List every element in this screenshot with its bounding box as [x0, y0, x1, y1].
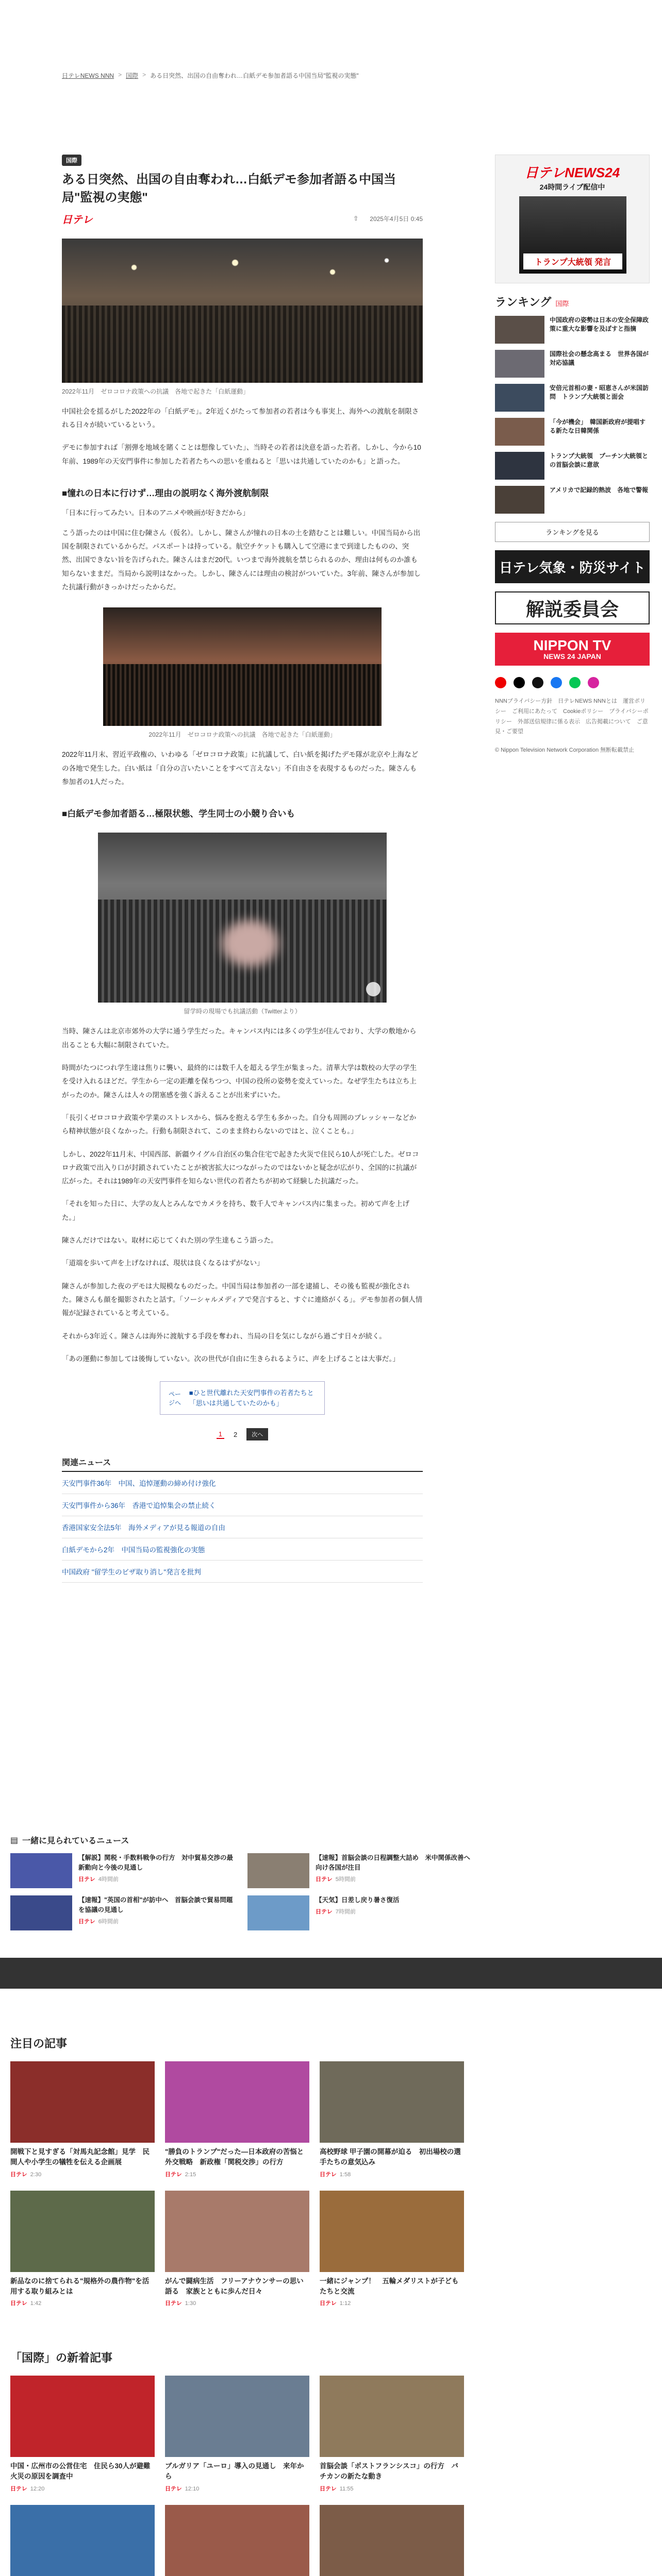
- ranking-thumbnail: [495, 316, 544, 344]
- ranking-item-title: 中国政府の姿勢は日本の安全保障政策に重大な影響を及ぼすと指摘: [550, 316, 649, 333]
- ranking-item-title: 「今が機会」 韓国新政府が提唱する新たな日韓関係: [550, 418, 646, 435]
- image-caption: 2022年11月 ゼロコロナ政策への抗議 各地で起きた「白紙運動」: [148, 731, 336, 739]
- article-image: [103, 607, 382, 726]
- timestamp: 2:30: [30, 2171, 42, 2178]
- timestamp: 4時間前: [98, 1876, 119, 1883]
- breadcrumb-category[interactable]: 国際: [126, 72, 139, 79]
- social-links: [495, 677, 650, 688]
- seen-thumbnail: [247, 1895, 309, 1930]
- timestamp: 6時間前: [98, 1918, 119, 1925]
- article-title: ある日突然、出国の自由奪われ…白紙デモ参加者語る中国当局"監視の実態": [62, 173, 396, 205]
- intl-card[interactable]: [320, 2505, 464, 2576]
- hero-image: [62, 239, 423, 383]
- intl-card[interactable]: [10, 2505, 155, 2576]
- category-badge[interactable]: 国際: [62, 155, 81, 166]
- source-label: 日テレ: [165, 2171, 182, 2178]
- card-title: ブルガリア「ユーロ」導入の見通し 来年から: [165, 2462, 304, 2481]
- breadcrumb-separator: >: [142, 71, 146, 78]
- sidebar-copyright: © Nippon Television Network Corporation 無断転載禁止: [495, 747, 635, 754]
- quote: 「あの運動に参加しては後悔していない。次の世代が自由に生きられるように、声を上げることは大事だ。」: [62, 1354, 400, 1363]
- ranking-item-title: アメリカで記録的熱波 各地で警報: [550, 486, 649, 494]
- card-thumbnail: [165, 2191, 309, 2272]
- ranking-more-button[interactable]: ランキングを見る: [495, 522, 650, 542]
- related-news-item[interactable]: 白紙デモから2年 中国当局の監視強化の実態: [62, 1538, 423, 1561]
- seen-item[interactable]: [10, 1853, 237, 1888]
- featured-card[interactable]: [320, 2061, 464, 2178]
- facebook-icon[interactable]: [551, 677, 562, 688]
- source-label: 日テレ: [78, 1876, 95, 1883]
- source-label: 日テレ: [10, 2171, 27, 2178]
- ranking-item[interactable]: [495, 350, 650, 378]
- card-title: 一緒にジャンプ！ 五輪メダリストが子どもたちと交流: [320, 2277, 459, 2295]
- source-label: 日テレ: [165, 2300, 182, 2307]
- seen-heading: 一緒に見られているニュース: [22, 1837, 129, 1845]
- source-label: 日テレ: [10, 2300, 27, 2307]
- section-heading: ■白紙デモ参加者語る…極限状態、学生同士の小競り合いも: [62, 809, 295, 819]
- seen-item-title: 【速報】"英国の首相"が訪中へ 首脳会談で貿易問題を協議の見通し: [78, 1896, 233, 1913]
- ranking-item-title: トランプ大統領 プーチン大統領との首脳会談に意欲: [550, 452, 649, 469]
- timestamp: 1:42: [30, 2300, 42, 2307]
- article-meta: [62, 211, 423, 226]
- seen-thumbnail: [247, 1853, 309, 1888]
- intl-card[interactable]: [165, 2376, 309, 2493]
- intl-card[interactable]: [10, 2376, 158, 2493]
- source-label: 日テレ: [320, 2171, 337, 2178]
- ranking-title: ランキング: [495, 296, 552, 309]
- tiktok-icon[interactable]: [532, 677, 543, 688]
- ranking-thumbnail: [495, 350, 544, 378]
- news24-banner-main: NIPPON TV: [533, 637, 611, 653]
- card-title: がんで闘病生活 フリーアナウンサーの思い語る 家族とともに歩んだ日々: [165, 2277, 304, 2295]
- hero-caption: 2022年11月 ゼロコロナ政策への抗議 各地で起きた「白紙運動」: [62, 387, 250, 395]
- sidebar: [495, 155, 650, 756]
- ranking-item-title: 国際社会の懸念高まる 世界各国が対応協議: [550, 350, 649, 367]
- ranking-thumbnail: [495, 452, 544, 480]
- related-news-item[interactable]: 香港国家安全法5年 海外メディアが見る報道の自由: [62, 1516, 423, 1538]
- breadcrumb-home[interactable]: 日テレNEWS NNN: [62, 72, 114, 79]
- image-caption: 留学時の現場でも抗議活動（Twitterより）: [184, 1008, 301, 1015]
- card-title: 開戦下と見すぎる「対馬丸記念館」見学 民間人や小学生の犠牲を伝える企画展: [10, 2148, 150, 2166]
- card-thumbnail: [10, 2061, 155, 2143]
- paragraph: デモに参加すれば「割弾を地域を賭くことは想像していた」、当時その若者は決意を語った若者。しかし、今から10年前、1989年の天安門事件に参加した若者たちへの思いを重ねると「思いは共通していたのかも」と語った。: [62, 444, 421, 465]
- timestamp: 12:10: [185, 2485, 200, 2492]
- instagram-icon[interactable]: [588, 677, 599, 688]
- sidebar-links[interactable]: NNNプライバシー方針 日テレNEWS NNNとは 運営ポリシー ご利用にあたって Cookieポリシー プライバシーポリシー 外部送信規律に係る表示 広告掲載について ご意見・ご要望: [495, 698, 649, 735]
- seen-item-title: 【天気】日差し戻り暑さ復活: [316, 1896, 400, 1904]
- seen-item-title: 【速報】首脳会談の日程調整大詰め 米中関係改善へ向け各国が注目: [316, 1854, 471, 1871]
- featured-card[interactable]: [10, 2191, 155, 2308]
- section-heading: ■憧れの日本に行けず…理由の説明なく海外渡航制限: [62, 488, 269, 498]
- live-subtitle: 24時間ライブ配信中: [539, 183, 605, 191]
- paragraph: こう語ったのは中国に住む陳さん（仮名）。しかし、陳さんが憧れの日本の土を踏むことは難しい。中国当局から出国を制限されているからだ。パスポートは持っている。航空チケットも購入して空港にまで到達したものの、突然、出国できない旨を告げられた。陳さんはまだ20代。いつまで海外渡航を禁じられるのか、理由は何ものか誰も知らないままだ。当局から説明はなかった。しかし、陳さんには理由の検討がついていた。3年前、陳さんが参加した抗議行動がきっかけだったからだ。: [62, 529, 421, 591]
- commentary-banner[interactable]: 解説委員会: [495, 591, 650, 624]
- breadcrumb-current: ある日突然、出国の自由奪われ…白紙デモ参加者語る中国当局"監視の実態": [150, 72, 359, 79]
- source-label: 日テレ: [320, 2300, 337, 2307]
- paragraph: 陳さんが参加した夜のデモは大規模なものだった。中国当局は参加者の一部を逮捕し、その後も監視が強化された。陳さんも顔を撮影されたと話す。「ソーシャルメディアで発言すると、すぐに連絡がくる」。デモ参加者の個人情報が記録されていると考えている。: [62, 1282, 423, 1317]
- related-news-heading: 関連ニュース: [62, 1456, 423, 1472]
- paragraph: しかし、2022年11月末、中国西部、新疆ウイグル自治区の集合住宅で起きた火災で住民ら10人が死亡した。ゼロコロナ政策で出入り口が封鎖されていたことが被害拡大につながったのではないかと疑念が広がり、全国的に抗議が広がった。それは1989年の天安門事件を知らない世代の若者たちが初めて経験した抗議だった。: [62, 1150, 419, 1185]
- quote: 「日本に行ってみたい。日本のアニメや映画が好きだから」: [62, 509, 250, 517]
- paragraph: それから3年近く。陳さんは海外に渡航する手段を奪われ、当局の目を気にしながら過ごす日々が続く。: [62, 1332, 386, 1340]
- featured-card[interactable]: [165, 2061, 309, 2178]
- related-news-item[interactable]: 天安門事件36年 中国、追悼運動の締め付け強化: [62, 1472, 423, 1494]
- timestamp: 12:20: [30, 2485, 45, 2492]
- next-page-text: ■ひと世代離れた天安門事件の若者たちと「思いは共通していたのかも」: [189, 1389, 314, 1407]
- card-thumbnail: [10, 2376, 155, 2457]
- paragraph: 陳さんだけではない。取材に応じてくれた別の学生達もこう語った。: [62, 1236, 278, 1245]
- card-thumbnail: [10, 2505, 155, 2576]
- seen-thumbnail: [10, 1853, 72, 1888]
- card-thumbnail: [320, 2191, 464, 2272]
- next-page-label: ページへ: [169, 1390, 181, 1406]
- ranking-thumbnail: [495, 418, 544, 446]
- seen-item[interactable]: [10, 1895, 237, 1930]
- timestamp: 5時間前: [335, 1876, 356, 1883]
- ranking-item[interactable]: [495, 418, 650, 446]
- card-title: 新品なのに捨てられる"規格外の農作物"を活用する取り組みとは: [10, 2277, 150, 2295]
- live-caption: トランプ大統領 発言: [523, 253, 622, 269]
- ad-overlay-bar: [0, 1958, 662, 1989]
- news24-banner[interactable]: [495, 633, 650, 666]
- card-title: "勝負のトランプ"だった―日本政府の苦悩と外交戦略 新政権「関税交渉」の行方: [165, 2148, 304, 2166]
- next-page-button[interactable]: 次へ: [246, 1428, 268, 1440]
- publish-date: 2025年4月5日 0:45: [370, 215, 423, 223]
- featured-section: [10, 2035, 474, 2307]
- intl-card[interactable]: [165, 2505, 309, 2576]
- card-thumbnail: [165, 2376, 309, 2457]
- featured-card[interactable]: [165, 2191, 309, 2308]
- timestamp: 1:30: [185, 2300, 196, 2307]
- card-title: 高校野球 甲子園の開幕が迫る 初出場校の選手たちの意気込み: [320, 2148, 461, 2166]
- card-thumbnail: [10, 2191, 155, 2272]
- ranking-item-title: 安倍元首相の妻・昭恵さんが米国訪問 トランプ大統領と面会: [550, 384, 649, 401]
- article-video-thumbnail[interactable]: [98, 833, 387, 1003]
- timestamp: 2:15: [185, 2171, 196, 2178]
- featured-card[interactable]: [320, 2191, 464, 2308]
- seen-item[interactable]: [247, 1853, 474, 1888]
- card-thumbnail: [165, 2061, 309, 2143]
- ranking-item[interactable]: [495, 486, 650, 514]
- live-logo: 日テレNEWS24: [524, 165, 620, 180]
- weather-banner[interactable]: 日テレ気象・防災サイト: [495, 550, 650, 583]
- source-label: 日テレ: [78, 1918, 95, 1925]
- timestamp: 1:58: [339, 2171, 351, 2178]
- pagination: [62, 1428, 423, 1440]
- page-1-link[interactable]: 1: [217, 1430, 224, 1439]
- card-title: 首脳会談「ポストフランシスコ」の行方 バチカンの新たな動き: [320, 2462, 458, 2481]
- paragraph: 中国社会を揺るがした2022年の「白紙デモ」。2年近くがたって参加者の若者は今も事実上、海外への渡航を制限される日々が続いているという。: [62, 407, 419, 429]
- source-label: 日テレ: [316, 1876, 333, 1883]
- card-thumbnail: [320, 2061, 464, 2143]
- timestamp: 11:55: [339, 2485, 354, 2492]
- card-title: 中国・広州市の公営住宅 住民ら30人が避難 火災の原因を調査中: [10, 2462, 158, 2481]
- x-icon[interactable]: [514, 677, 525, 688]
- list-icon: ▤: [10, 1836, 19, 1845]
- live-stream-widget[interactable]: [495, 155, 650, 283]
- card-thumbnail: [165, 2505, 309, 2576]
- seen-together-section: [10, 1834, 474, 1930]
- intl-heading: 「国際」の新着記事: [10, 2351, 113, 2364]
- intl-card[interactable]: [320, 2376, 464, 2493]
- share-icon[interactable]: ⇧: [353, 215, 359, 223]
- source-label: 日テレ: [165, 2485, 182, 2492]
- card-thumbnail: [320, 2505, 464, 2576]
- ranking-category[interactable]: 国際: [555, 300, 569, 308]
- ranking-item[interactable]: [495, 316, 650, 344]
- featured-heading: 注目の記事: [10, 2037, 68, 2050]
- next-page-box[interactable]: [160, 1381, 325, 1415]
- featured-card[interactable]: [10, 2061, 155, 2178]
- source-label: 日テレ: [316, 1908, 333, 1915]
- page-2-link[interactable]: 2: [234, 1430, 238, 1438]
- paragraph: 時間がたつにつれ学生達は焦りに襲い、最終的には数千人を超える学生が集まった。清華大学は数校の大学の学生を受け入れるほどだ。学生から一定の距離を保ちつつ、中国の役所の姿勢を変えていった。なぜ学生たちは立ち上がったのか。陳さんは人々の閉塞感を強く訴えることが出来ずにいた。: [62, 1063, 417, 1099]
- source-label: 日テレ: [10, 2485, 27, 2492]
- youtube-icon[interactable]: [495, 677, 506, 688]
- related-news-item[interactable]: 中国政府 "留学生のビザ取り消し"発言を批判: [62, 1561, 423, 1583]
- related-news: [62, 1456, 423, 1583]
- ranking-thumbnail: [495, 384, 544, 412]
- breadcrumb-separator: >: [118, 71, 122, 78]
- news24-banner-sub: NEWS 24 JAPAN: [543, 652, 601, 660]
- seen-item[interactable]: [247, 1895, 474, 1930]
- quote: 「それを知った日に、大学の友人とみんなでカメラを持ち、数千人でキャンパス内に集まった。初めて声を上げた。」: [62, 1200, 410, 1222]
- line-icon[interactable]: [569, 677, 581, 688]
- seen-item-title: 【解説】関税・手数料戦争の行方 対中貿易交渉の最新動向と今後の見通し: [78, 1854, 234, 1871]
- breadcrumb: [62, 71, 359, 80]
- timestamp: 7時間前: [335, 1908, 356, 1915]
- brand-logo: 日テレ: [62, 214, 93, 226]
- quote: 「長引くゼロコロナ政策や学業のストレスから、悩みを抱える学生も多かった。自分も周囲のプレッシャーなどから精神状態が良くなかった。行動も制限されて、このまま終わらないのではと、泣くことも。」: [62, 1113, 417, 1136]
- card-thumbnail: [320, 2376, 464, 2457]
- article: [62, 155, 423, 1583]
- timestamp: 1:12: [339, 2300, 351, 2307]
- related-news-item[interactable]: 天安門事件から36年 香港で追悼集会の禁止続く: [62, 1494, 423, 1516]
- seen-thumbnail: [10, 1895, 72, 1930]
- ranking: [495, 294, 650, 542]
- intl-section: [10, 2349, 474, 2576]
- source-label: 日テレ: [320, 2485, 337, 2492]
- live-video[interactable]: [519, 196, 626, 274]
- ranking-thumbnail: [495, 486, 544, 514]
- paragraph: 当時、陳さんは北京市郊外の大学に通う学生だった。キャンパス内には多くの学生が住んでおり、大学の敷地から出ることも大幅に制限されていた。: [62, 1027, 417, 1049]
- ranking-item[interactable]: [495, 384, 650, 412]
- ranking-item[interactable]: [495, 452, 650, 480]
- quote: 「道端を歩いて声を上げなければ、現状は良くなるはずがない」: [62, 1259, 264, 1267]
- paragraph: 2022年11月末、習近平政権の、いわゆる「ゼロコロナ政策」に抗議して、白い紙を掲げたデモ隊が北京や上海などの各地で発生した。白い紙は「自分の言いたいことをすべて言えない」不自由さを表現するものだった。陳さんも参加者の1人だった。: [62, 751, 419, 786]
